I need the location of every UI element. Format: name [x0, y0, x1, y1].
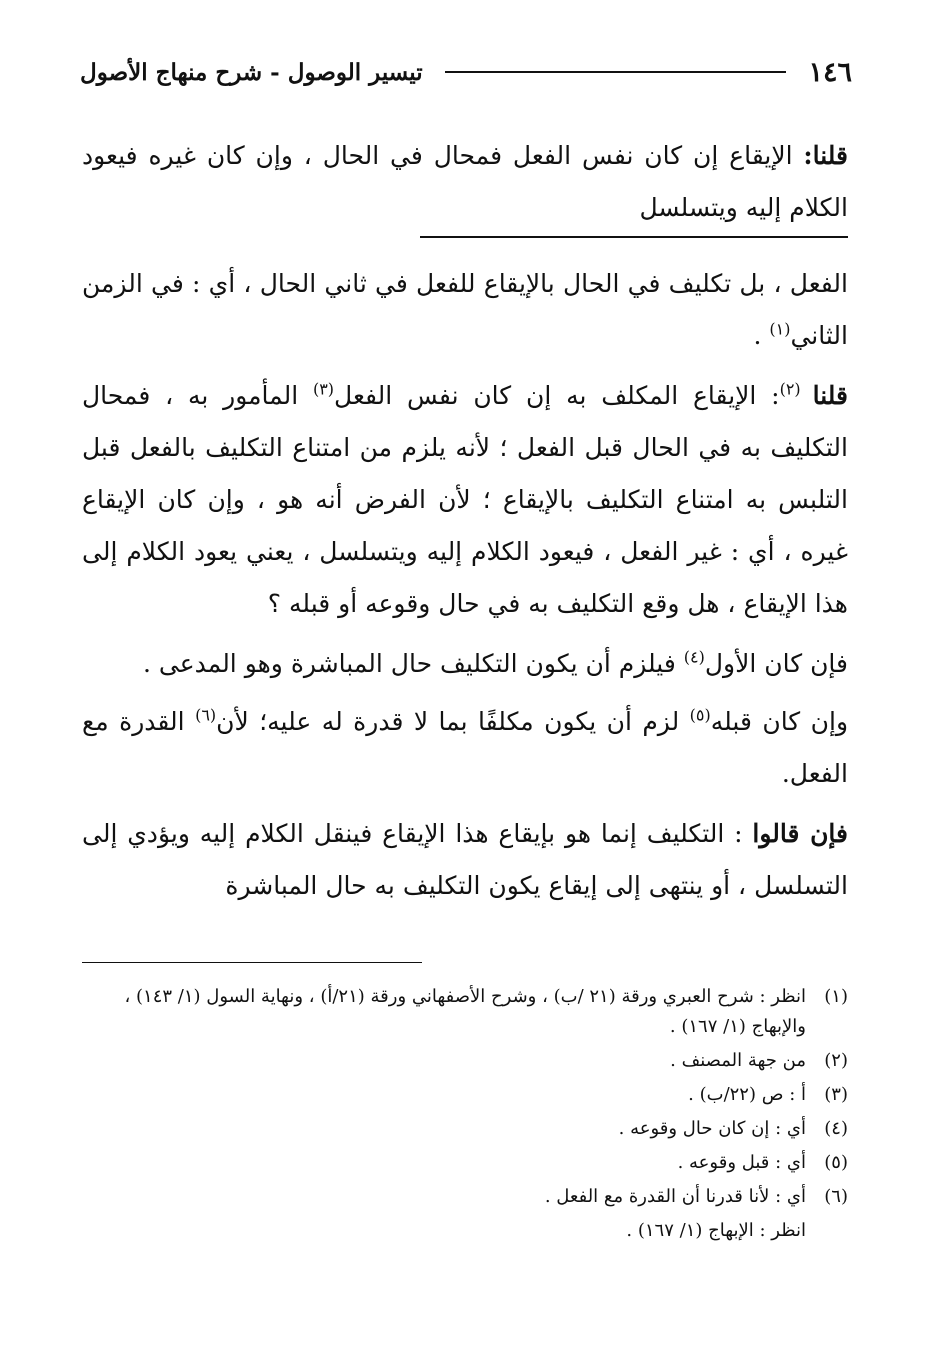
p1-end: . [753, 321, 770, 350]
footnote-text: أ : ص (٢٢/ب) . [688, 1084, 806, 1105]
commentary-body [82, 258, 848, 918]
p5-lead: فإن قالوا [752, 819, 848, 848]
footnote-mark: (٥) [824, 1152, 848, 1173]
quoted-matn [82, 130, 848, 240]
footnote-text: انظر : شرح العبري ورقة (٢١ /ب) ، وشرح الأصفهاني ورقة (٢١/أ) ، ونهاية السول (١/ ١٤٣) ، والإبهاج (١/ ١٦٧) . [124, 986, 806, 1037]
p4-text-c: القدرة مع الفعل. [82, 707, 848, 788]
footnote-mark: (١) [824, 986, 848, 1007]
footnote-ref-1: (١) [769, 319, 791, 339]
p2-text-b: المأمور به ، فمحال التكليف به في الحال قبل الفعل ؛ لأنه يلزم من امتناع التكليف بالفعل قبل التلبس به امتناع التكليف بالإيقاع ؛ لأن الفرض أنه هو ، وإن كان الإيقاع غيره ، أي : غير الفعل ، فيعود الكلام إليه ويتسلسل ، يعني يعود الكلام إلى هذا الإيقاع ، هل وقع التكليف به في حال وقوعه أو قبله ؟ [82, 381, 848, 618]
p4-text-b: لزم أن يكون مكلفًا بما لا قدرة له عليه؛ لأن [216, 707, 690, 736]
p1-text: الفعل ، بل تكليف في الحال بالإيقاع للفعل في ثاني الحال ، أي : في الزمن الثاني [82, 269, 848, 350]
footnote-text: أي : لأنا قدرنا أن القدرة مع الفعل . [544, 1186, 806, 1207]
footnote-list [82, 982, 848, 1212]
footnotes [82, 982, 848, 1246]
paragraph-2 [82, 370, 848, 630]
paragraph-3 [82, 638, 848, 690]
footnote-item [82, 1148, 848, 1178]
footnote-item [82, 1182, 848, 1212]
footnote-text: أي : قبل وقوعه . [677, 1152, 806, 1173]
quote-text: الإيقاع إن كان نفس الفعل فمحال في الحال ، وإن كان غيره فيعود الكلام إليه ويتسلسل [82, 141, 848, 222]
quote-lead: قلنا: [803, 141, 848, 170]
p2-lead: قلنا [812, 381, 848, 410]
paragraph-4 [82, 696, 848, 800]
footnote-item [82, 1046, 848, 1076]
footnote-mark: (٢) [824, 1050, 848, 1071]
footnote-ref-5: (٥) [689, 705, 711, 725]
matn-separator-rule [420, 236, 848, 238]
footnote-item [82, 982, 848, 1042]
footnote-mark: (٦) [824, 1186, 848, 1207]
footnote-ref-3: (٣) [312, 379, 335, 399]
paragraph-1 [82, 258, 848, 362]
footnote-ref-4: (٤) [683, 647, 705, 667]
footnote-mark: (٣) [824, 1084, 848, 1105]
paragraph-5 [82, 808, 848, 912]
p5-text: : التكليف إنما هو بإيقاع هذا الإيقاع فينقل الكلام إليه ويؤدي إلى التسلسل ، أو ينتهى إلى إيقاع يكون التكليف به حال المباشرة [82, 819, 848, 900]
page-header [80, 52, 852, 92]
footnote-ref-6: (٦) [195, 705, 217, 725]
page-number: ١٤٦ [808, 56, 852, 88]
footnote-item [82, 1114, 848, 1144]
p4-text-a: وإن كان قبله [710, 707, 849, 736]
running-title: تيسير الوصول - شرح منهاج الأصول [80, 58, 423, 86]
footnote-rule [82, 962, 422, 963]
footnote-ref-2: (٢) [779, 379, 813, 399]
p3-text-a: فإن كان الأول [704, 649, 848, 678]
footnote-mark: (٤) [824, 1118, 848, 1139]
p3-text-b: فيلزم أن يكون التكليف حال المباشرة وهو المدعى . [142, 649, 684, 678]
quoted-paragraph [82, 130, 848, 234]
header-rule [445, 71, 787, 73]
footnote-text: من جهة المصنف . [670, 1050, 806, 1071]
footnote-text: أي : إن كان حال وقوعه . [618, 1118, 806, 1139]
p2-text-a: : الإيقاع المكلف به إن كان نفس الفعل [334, 381, 780, 410]
footnote-item [82, 1080, 848, 1110]
footnote-continuation: انظر : الإبهاج (١/ ١٦٧) . [626, 1220, 806, 1241]
